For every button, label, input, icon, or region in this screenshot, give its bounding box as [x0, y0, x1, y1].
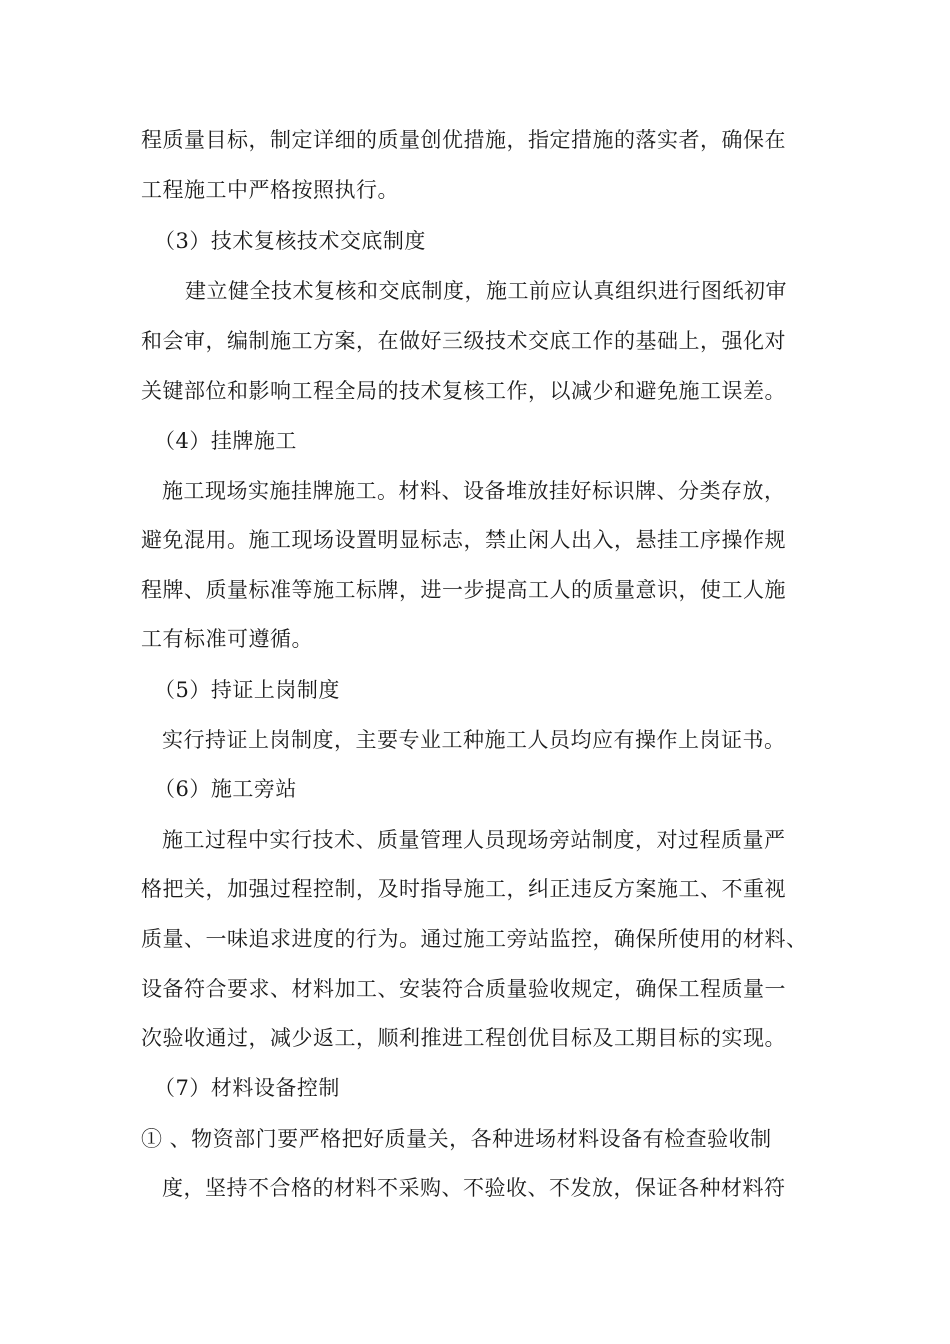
list-item-line: 度，坚持不合格的材料不采购、不验收、不发放，保证各种材料符	[162, 1176, 786, 1200]
list-item-line: ① 、物资部门要严格把好质量关，各种进场材料设备有检查验收制	[141, 1127, 772, 1151]
section-heading: （3）技术复核技术交底制度	[154, 229, 426, 253]
body-text-line: 程质量目标，制定详细的质量创优措施，指定措施的落实者，确保在	[141, 128, 786, 152]
body-text-line: 关键部位和影响工程全局的技术复核工作，以减少和避免施工误差。	[141, 379, 786, 403]
body-text-line: 程牌、质量标准等施工标牌，进一步提高工人的质量意识，使工人施	[141, 578, 786, 602]
section-heading: （6）施工旁站	[154, 777, 297, 801]
body-text-line: 施工现场实施挂牌施工。材料、设备堆放挂好标识牌、分类存放，	[162, 479, 786, 503]
section-heading: （4）挂牌施工	[154, 429, 297, 453]
body-text-line: 建立健全技术复核和交底制度，施工前应认真组织进行图纸初审	[185, 279, 787, 303]
body-text-line: 格把关，加强过程控制，及时指导施工，纠正违反方案施工、不重视	[141, 877, 786, 901]
body-text-line: 次验收通过，减少返工，顺利推进工程创优目标及工期目标的实现。	[141, 1026, 786, 1050]
body-text-line: 实行持证上岗制度，主要专业工种施工人员均应有操作上岗证书。	[162, 728, 786, 752]
body-text-line: 和会审，编制施工方案，在做好三级技术交底工作的基础上，强化对	[141, 329, 786, 353]
body-text-line: 施工过程中实行技术、质量管理人员现场旁站制度，对过程质量严	[162, 828, 786, 852]
body-text-line: 设备符合要求、材料加工、安装符合质量验收规定，确保工程质量一	[141, 977, 786, 1001]
section-heading: （5）持证上岗制度	[154, 678, 340, 702]
body-text-line: 质量、一味追求进度的行为。通过施工旁站监控，确保所使用的材料、	[141, 927, 808, 951]
body-text-line: 避免混用。施工现场设置明显标志，禁止闲人出入，悬挂工序操作规	[141, 528, 786, 552]
body-text-line: 工程施工中严格按照执行。	[141, 178, 399, 202]
body-text-line: 工有标准可遵循。	[141, 627, 313, 651]
section-heading: （7）材料设备控制	[154, 1076, 340, 1100]
